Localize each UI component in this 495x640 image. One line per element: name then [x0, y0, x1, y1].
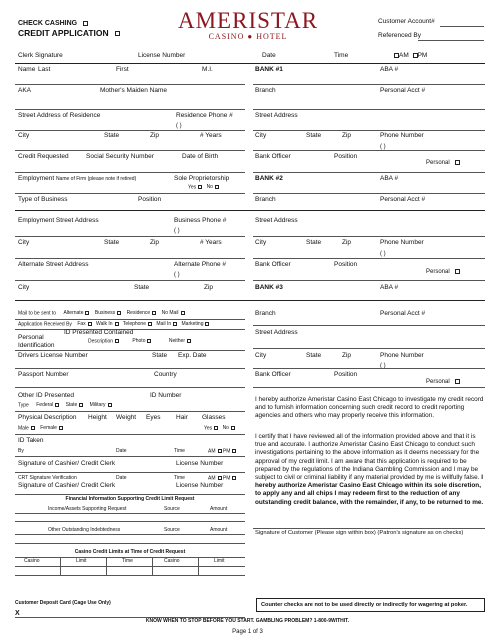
bank3-branch-label: Branch [255, 310, 276, 317]
ssn-label: Social Security Number [86, 153, 154, 160]
glasses-yes-checkbox[interactable] [214, 426, 218, 430]
income-assets-label: Income/Assets Supporting Request [48, 506, 127, 512]
id-neither-checkbox[interactable] [187, 339, 191, 343]
mail-alternate-checkbox[interactable] [85, 311, 89, 315]
aka-label: AKA [18, 87, 32, 94]
bank1-officer-label: Bank Officer [255, 153, 291, 160]
check-cashing-label: CHECK CASHING [18, 20, 88, 27]
bank1-position-label: Position [334, 153, 358, 160]
sole-prop-no-checkbox[interactable] [215, 185, 219, 189]
bank3-city-label: City [255, 352, 267, 359]
exp-date-label: Exp. Date [178, 352, 207, 359]
employment-street-label: Employment Street Address [18, 217, 99, 224]
personal-identification-label: Personal Identification [18, 334, 55, 349]
name-label: Name [18, 66, 36, 73]
street-residence-label: Street Address of Residence [18, 112, 101, 119]
deposit-card-label: Customer Deposit Card (Cage Use Only) [15, 600, 111, 606]
license-number-label: License Number [138, 52, 186, 59]
id-presented-options: Description Photo Neither [88, 339, 191, 344]
residence-phone-paren: ( ) [176, 123, 182, 129]
employment-label: Employment Name of Firm (please note if retired) [18, 175, 137, 182]
years-label: # Years [200, 132, 222, 139]
residence-phone-label: Residence Phone # [176, 112, 233, 119]
bank1-street-label: Street Address [255, 112, 298, 119]
bank1-label: BANK #1 [255, 66, 283, 73]
mail-business-checkbox[interactable] [117, 311, 121, 315]
time-col: Time [122, 558, 133, 564]
bank2-personal-checkbox[interactable] [455, 269, 460, 274]
id-ampm-options: AM PM [208, 449, 236, 454]
bank2-label: BANK #2 [255, 175, 283, 182]
bank2-city-label: City [255, 239, 267, 246]
income-source-label: Source [164, 506, 180, 512]
limit-col-2: Limit [214, 558, 225, 564]
zip-label: Zip [150, 132, 160, 139]
referenced-by-label: Referenced By [378, 32, 421, 39]
physical-description-label: Physical Description [18, 414, 77, 421]
bank3-state-label: State [306, 352, 322, 359]
id-description-checkbox[interactable] [115, 339, 119, 343]
counter-checks-notice: Counter checks are not to be used directly or indirectly for wagering at poker. [256, 598, 485, 612]
alt-phone-label: Alternate Phone # [174, 261, 227, 268]
authorization-paragraph-1: I hereby authorize Ameristar Casino East Chicago to investigate my credit record and to furnish information concerning such credit record to credit reporting agencies and others who may properly receive this information. [255, 396, 484, 420]
last-label: Last [38, 66, 51, 73]
emp-city-label: City [18, 239, 30, 246]
customer-signature-label: Signature of Customer (Please sign within box) (Patron's signature as on checks) [255, 530, 464, 536]
credit-application-title: CREDIT APPLICATION [18, 29, 120, 38]
sex-options: Male Female [18, 426, 63, 431]
sole-prop-yes-checkbox[interactable] [198, 185, 202, 189]
alt-state-label: State [134, 284, 150, 291]
alt-city-label: City [18, 284, 30, 291]
am-pm-options: AM PM [392, 53, 427, 60]
business-phone-paren: ( ) [174, 228, 180, 234]
bank2-personal-acct-label: Personal Acct # [380, 196, 426, 203]
id-date-label: Date [116, 448, 127, 454]
bank2-zip-label: Zip [342, 239, 352, 246]
weight-label: Weight [116, 414, 137, 421]
type-federal-checkbox[interactable] [55, 403, 59, 407]
credit-requested-label: Credit Requested [18, 153, 69, 160]
emp-years-label: # Years [200, 239, 222, 246]
mi-label: M.I. [202, 66, 213, 73]
bank1-zip-label: Zip [342, 132, 352, 139]
bank3-aba-label: ABA # [380, 284, 399, 291]
recv-mailin-checkbox[interactable] [173, 322, 177, 326]
passport-label: Passport Number [18, 371, 69, 378]
emp-state-label: State [104, 239, 120, 246]
gambling-helpline: KNOW WHEN TO STOP BEFORE YOU START. GAMBLING PROBLEM? 1-800-9WITHIT. [145, 618, 350, 624]
by-label: By [18, 448, 24, 454]
business-phone-label: Business Phone # [174, 217, 227, 224]
bank1-branch-label: Branch [255, 87, 276, 94]
bank1-personal-checkbox[interactable] [455, 160, 460, 165]
bank2-phone-paren: ( ) [380, 251, 386, 257]
bank3-personal-option: Personal [426, 379, 460, 385]
sole-prop-options: Yes No [188, 185, 219, 190]
glasses-options: Yes No [204, 426, 235, 431]
clerk-signature-label: Clerk Signature [18, 52, 63, 59]
bank2-personal-option: Personal [426, 269, 460, 275]
sole-prop-label: Sole Proprietorship [174, 175, 230, 182]
eyes-label: Eyes [146, 414, 161, 421]
dob-label: Date of Birth [182, 153, 219, 160]
ameristar-logo: AMERISTAR CASINO ● HOTEL [178, 8, 319, 41]
type-military-checkbox[interactable] [108, 403, 112, 407]
type-business-label: Type of Business [18, 196, 68, 203]
bank2-position-label: Position [334, 261, 358, 268]
casino-limits-heading: Casino Credit Limits at Time of Credit Request [74, 549, 186, 555]
mail-residence-checkbox[interactable] [152, 311, 156, 315]
type-state-checkbox[interactable] [79, 403, 83, 407]
bank2-branch-label: Branch [255, 196, 276, 203]
mail-none-checkbox[interactable] [181, 311, 185, 315]
date-label: Date [262, 52, 276, 59]
id-am-checkbox[interactable] [218, 449, 222, 453]
emp-zip-label: Zip [150, 239, 160, 246]
recv-walkin-checkbox[interactable] [115, 322, 119, 326]
glasses-label: Glasses [202, 414, 226, 421]
bank1-phone-label: Phone Number [380, 132, 424, 139]
id-photo-checkbox[interactable] [147, 339, 151, 343]
alt-zip-label: Zip [204, 284, 214, 291]
other-indebtedness-label: Other Outstanding Indebtedness [48, 527, 121, 533]
id-presented-label: ID Presented Contained [64, 329, 134, 336]
cashier-signature-label: Signature of Cashier/ Credit Clerk [18, 460, 116, 467]
debt-source-label: Source [164, 527, 180, 533]
cashier-license-label-2: License Number [176, 482, 224, 489]
time-label: Time [334, 52, 349, 59]
bank3-phone-paren: ( ) [380, 363, 386, 369]
bank3-phone-label: Phone Number [380, 352, 424, 359]
alt-street-label: Alternate Street Address [18, 261, 89, 268]
crt-time-label: Time [174, 475, 185, 481]
hair-label: Hair [176, 414, 188, 421]
bank2-aba-label: ABA # [380, 175, 399, 182]
city-label: City [18, 132, 30, 139]
other-id-label: Other ID Presented [18, 392, 74, 399]
position-label: Position [138, 196, 162, 203]
bank3-personal-acct-label: Personal Acct # [380, 310, 426, 317]
deposit-signature-x: X [15, 610, 20, 617]
bank1-state-label: State [306, 132, 322, 139]
bank2-state-label: State [306, 239, 322, 246]
bank1-city-label: City [255, 132, 267, 139]
id-time-label: Time [174, 448, 185, 454]
recv-fax-checkbox[interactable] [88, 322, 92, 326]
financial-info-heading: Financial Information Supporting Credit Limit Request [65, 496, 195, 502]
crt-ampm-options: AM PM [208, 476, 236, 481]
drivers-license-label: Drivers License Number [18, 352, 88, 359]
recv-marketing-checkbox[interactable] [205, 322, 209, 326]
bank3-street-label: Street Address [255, 329, 298, 336]
mothers-maiden-label: Mother's Maiden Name [100, 87, 167, 94]
female-checkbox[interactable] [59, 426, 63, 430]
bank3-officer-label: Bank Officer [255, 371, 291, 378]
dl-state-label: State [152, 352, 168, 359]
credit-application-checkbox[interactable] [115, 31, 120, 36]
limit-col-1: Limit [76, 558, 87, 564]
customer-account-label: Customer Account# [378, 18, 435, 25]
crt-am-checkbox[interactable] [218, 476, 222, 480]
check-cashing-checkbox[interactable] [83, 21, 88, 26]
authorization-paragraph-2: I certify that I have reviewed all of the information provided above and that it is true and accurate. I authorize Ameristar Casino East Chicago to conduct such investigations pertaining to the above information as it deems necessary for the approval of my credit limit. I am aware that this application is required to be prepared by the regulations of the Indiana Gambling Commission and I may be subject to civil or criminal liability if any material provided by me is willfully false. I hereby authorize Ameristar Casino East Chicago within its sole discretion, to apply any and all chips I may redeem first to the reduction of any outstanding credit balance, with the remainder, if any, to be returned to me. [255, 433, 484, 506]
id-number-label: ID Number [150, 392, 182, 399]
crt-pm-checkbox[interactable] [232, 476, 236, 480]
debt-amount-label: Amount [210, 527, 228, 533]
country-label: Country [154, 371, 177, 378]
app-received-row: Application Received By Fax Walk In Telephone Mail In Marketing [18, 322, 209, 327]
mail-to-row: Mail to be sent to Alternate Business Residence No Mail [18, 311, 185, 316]
recv-telephone-checkbox[interactable] [148, 322, 152, 326]
alt-phone-paren: ( ) [174, 272, 180, 278]
id-type-row: Type Federal State Military [18, 403, 112, 408]
bank3-position-label: Position [334, 371, 358, 378]
casino-col-1: Casino [24, 558, 40, 564]
bank3-zip-label: Zip [342, 352, 352, 359]
crt-signature-label: CRT Signature Verification [18, 475, 77, 481]
id-taken-label: ID Taken [18, 437, 44, 444]
income-amount-label: Amount [210, 506, 228, 512]
bank3-personal-checkbox[interactable] [455, 379, 460, 384]
bank1-aba-label: ABA # [380, 66, 399, 73]
glasses-no-checkbox[interactable] [231, 426, 235, 430]
bank3-label: BANK #3 [255, 284, 283, 291]
bank1-phone-paren: ( ) [380, 144, 386, 150]
bank1-personal-acct-label: Personal Acct # [380, 87, 426, 94]
bank2-street-label: Street Address [255, 217, 298, 224]
state-label: State [104, 132, 120, 139]
crt-date-label: Date [116, 475, 127, 481]
height-label: Height [88, 414, 107, 421]
bank2-phone-label: Phone Number [380, 239, 424, 246]
cashier-signature-label-2: Signature of Cashier/ Credit Clerk [18, 482, 116, 489]
page-number: Page 1 of 3 [232, 629, 263, 635]
male-checkbox[interactable] [31, 426, 35, 430]
casino-col-2: Casino [164, 558, 180, 564]
id-pm-checkbox[interactable] [232, 449, 236, 453]
first-label: First [116, 66, 129, 73]
bank2-officer-label: Bank Officer [255, 261, 291, 268]
bank1-personal-option: Personal [426, 160, 460, 166]
cashier-license-label: License Number [176, 460, 224, 467]
